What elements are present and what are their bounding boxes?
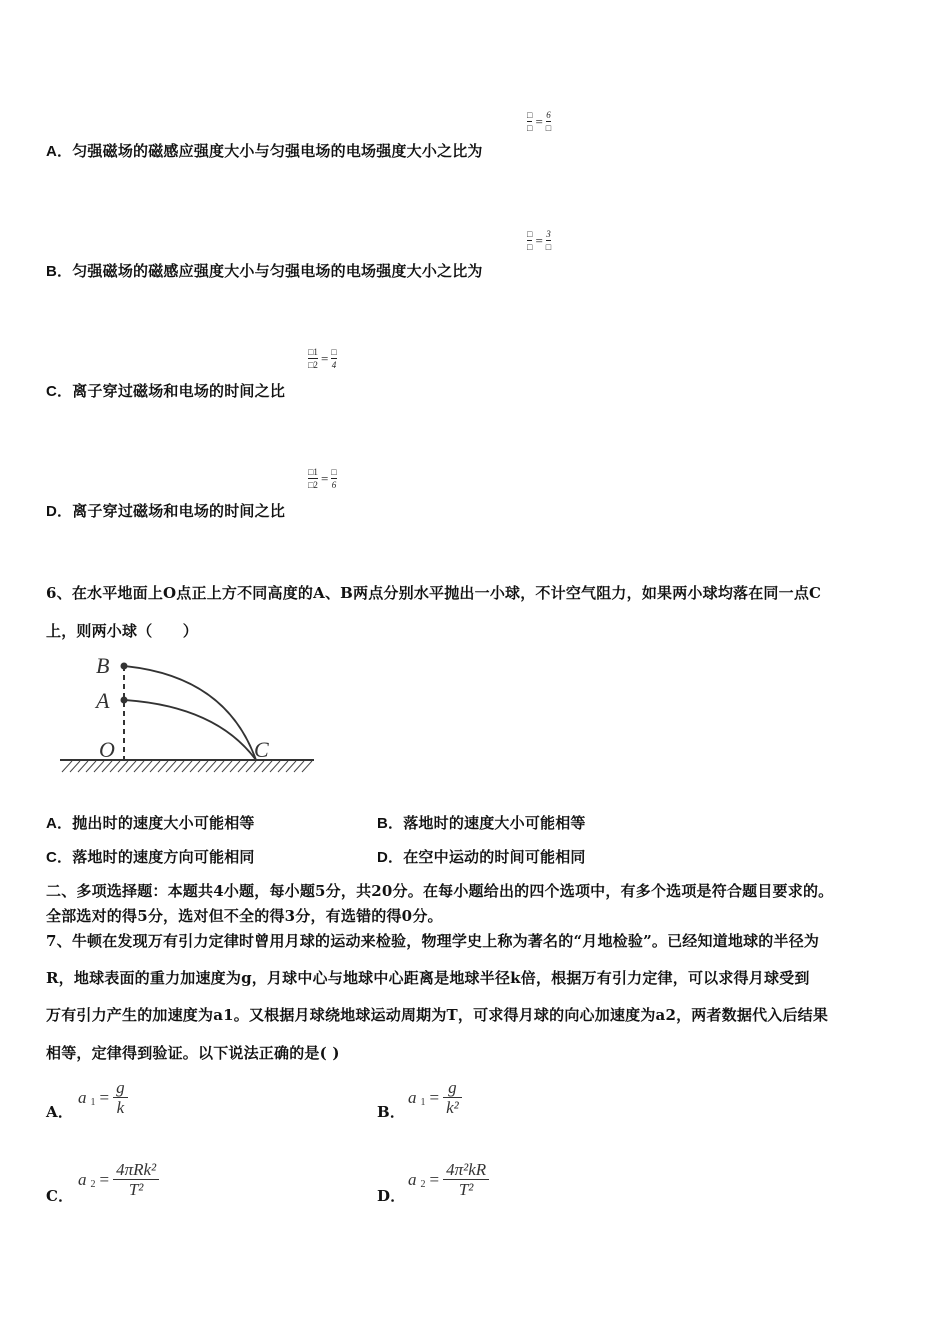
option-label: D． — [46, 503, 73, 520]
option-text: 匀强磁场的磁感应强度大小与匀强电场的电场强度大小之比为 — [72, 142, 483, 160]
q7-option-c-formula: a 2 = 4πRk² T² — [78, 1160, 159, 1199]
label-b: B — [96, 653, 110, 678]
label-c: C — [254, 737, 269, 762]
q7-option-b-label[interactable]: B． — [377, 1103, 406, 1121]
label-o: O — [99, 737, 115, 762]
q7-option-a-formula: a 1 = g k — [78, 1078, 128, 1117]
q5-d-formula: $\frac{□1}{□2}$ = $\frac{□}{6}$ — [308, 467, 337, 490]
q7-stem-line1: 7、牛顿在发现万有引力定律时曾用月球的运动来检验，物理学史上称为著名的“月地检验”。已经知道地球的半径为 — [46, 932, 820, 950]
trajectory-a — [124, 700, 256, 760]
q6-stem-line1: 6、在水平地面上O点正上方不同高度的A、B两点分别水平抛出一小球，不计空气阻力，如果两小球均落在同一点C — [46, 584, 822, 602]
q6-stem-line2: 上，则两小球（ ） — [46, 622, 199, 640]
q5-b-formula: $\frac{□}{□}$ = $\frac{3}{□}$ — [527, 229, 552, 252]
option-label: A． — [46, 143, 73, 160]
q7-option-d-formula: a 2 = 4π²kR T² — [408, 1160, 489, 1199]
section2-heading-line2: 全部选对的得5分，选对但不全的得3分，有选错的得0分。 — [46, 907, 443, 925]
option-label: C． — [46, 383, 73, 400]
option-text: 离子穿过磁场和电场的时间之比 — [72, 382, 286, 400]
point-b — [121, 663, 128, 670]
q7-option-c-label[interactable]: C． — [46, 1187, 74, 1205]
q6-option-a[interactable]: A．抛出时的速度大小可能相等 — [46, 814, 255, 832]
q6-option-b[interactable]: B．落地时的速度大小可能相等 — [377, 814, 586, 832]
label-a: A — [96, 688, 110, 713]
q5-a-formula: $\frac{□}{□}$ = $\frac{6}{□}$ — [527, 110, 552, 133]
ground-hatching — [62, 761, 312, 772]
q5-c-formula: $\frac{□1}{□2}$ = $\frac{□}{4}$ — [308, 347, 337, 370]
point-a — [121, 697, 128, 704]
q6-option-c[interactable]: C．落地时的速度方向可能相同 — [46, 848, 255, 866]
q7-stem-line3: 万有引力产生的加速度为a1。又根据月球绕地球运动周期为T，可求得月球的向心加速度为a2，两者数据代入后结果 — [46, 1006, 829, 1024]
q7-stem-line4: 相等，定律得到验证。以下说法正确的是( ) — [46, 1044, 340, 1062]
projectile-figure — [56, 650, 318, 780]
q7-option-d-label[interactable]: D． — [377, 1187, 406, 1205]
section2-heading-line1: 二、多项选择题：本题共4小题，每小题5分，共20分。在每小题给出的四个选项中，有多个选项是符合题目要求的。 — [46, 882, 834, 900]
q7-option-a-label[interactable]: A． — [46, 1103, 74, 1121]
q7-stem-line2: R，地球表面的重力加速度为g，月球中心与地球中心距离是地球半径k倍，根据万有引力定律，可以求得月球受到 — [46, 969, 810, 987]
q6-option-d[interactable]: D．在空中运动的时间可能相同 — [377, 848, 586, 866]
option-text: 匀强磁场的磁感应强度大小与匀强电场的电场强度大小之比为 — [72, 262, 483, 280]
q7-option-b-formula: a 1 = g k² — [408, 1078, 462, 1117]
option-label: B． — [46, 263, 73, 280]
option-text: 离子穿过磁场和电场的时间之比 — [72, 502, 286, 520]
